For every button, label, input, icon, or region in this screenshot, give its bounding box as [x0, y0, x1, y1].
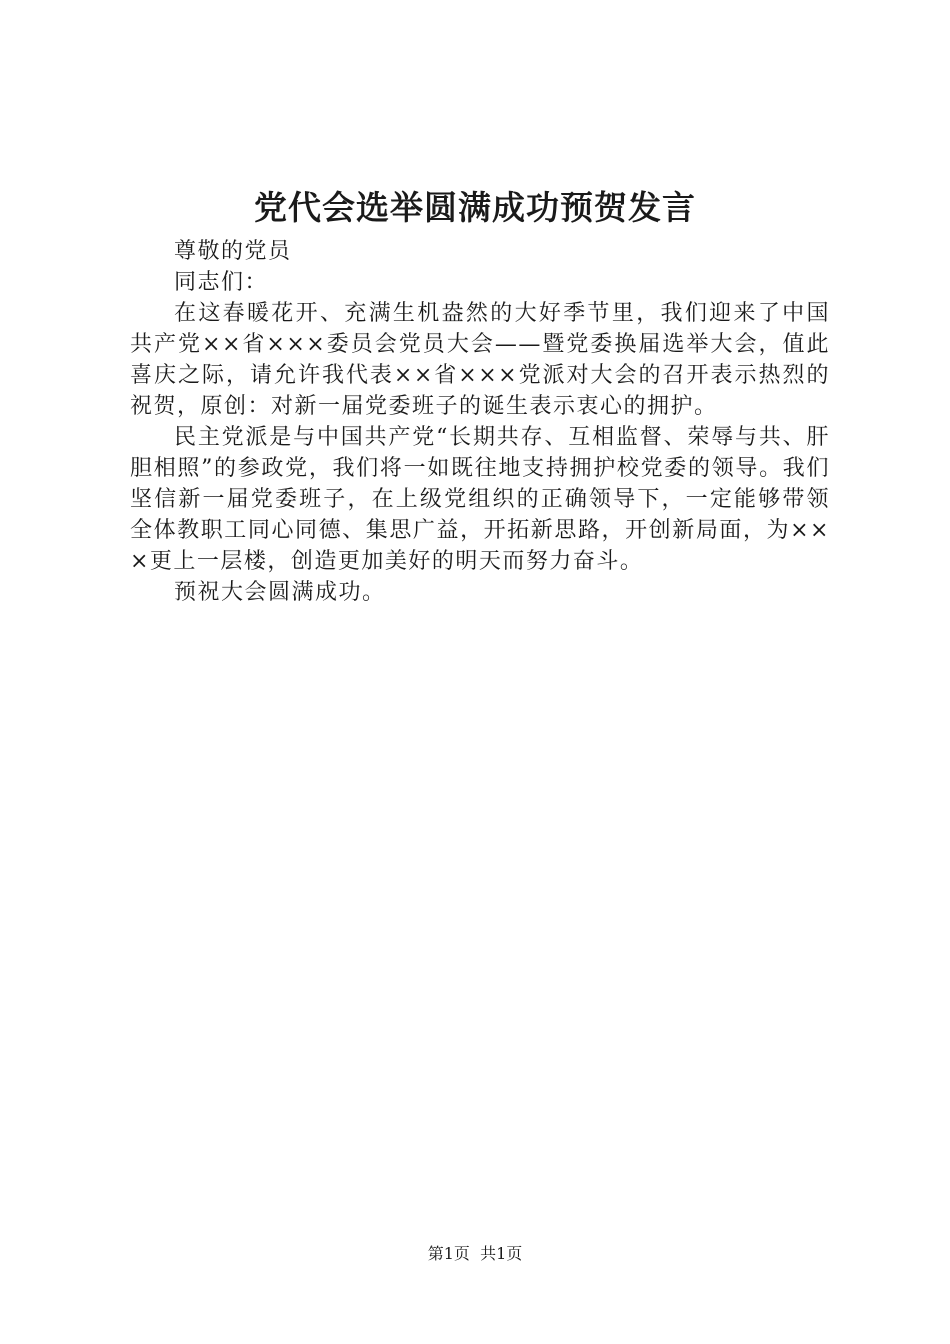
page-footer [0, 1243, 950, 1265]
document-body [130, 236, 830, 608]
body-paragraph-1: 在这春暖花开、充满生机盎然的大好季节里，我们迎来了中国共产党××省×××委员会党员大会——暨党委换届选举大会，值此喜庆之际，请允许我代表××省×××党派对大会的召开表示热烈的祝贺，原创：对新一届党委班子的诞生表示衷心的拥护。 [130, 301, 830, 419]
page-number: 第1页 [427, 1244, 470, 1263]
body-paragraph-2: 民主党派是与中国共产党“长期共存、互相监督、荣辱与共、肝胆相照”的参政党，我们将一如既往地支持拥护校党委的领导。我们坚信新一届党委班子，在上级党组织的正确领导下，一定能够带领全体教职工同心同德、集思广益，开拓新思路，开创新局面，为×××更上一层楼，创造更加美好的明天而努力奋斗。 [130, 425, 830, 574]
document-title: 党代会选举圆满成功预贺发言 [254, 188, 696, 227]
salutation-line-2: 同志们： [174, 270, 269, 295]
closing-line: 预祝大会圆满成功。 [174, 580, 386, 605]
page-total: 共1页 [480, 1244, 523, 1263]
salutation-line: 尊敬的党员 [174, 239, 292, 264]
